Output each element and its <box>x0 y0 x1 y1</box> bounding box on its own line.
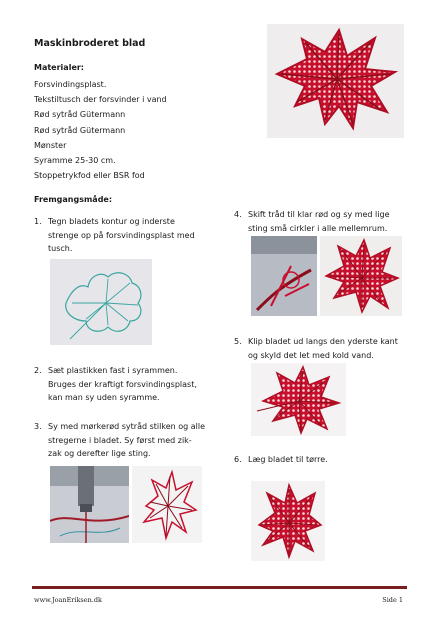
step-number: 3. <box>34 422 42 431</box>
step-line: strenge op på forsvindingsplast med <box>48 230 195 240</box>
step-line: stregerne i bladet. Sy først med zik- <box>48 435 192 445</box>
step-3-outline-photo <box>132 466 202 543</box>
step-1-sketch-photo <box>50 259 152 345</box>
material-item: Rød sytråd Gütermann <box>34 110 126 120</box>
material-item: Mønster <box>34 140 67 150</box>
step-6-leaf-photo <box>251 481 325 561</box>
step-5-leaf-photo <box>251 363 346 436</box>
step-line: Tegn bladets kontur og inderste <box>48 217 175 226</box>
step-line: Skift tråd til klar rød og sy med lige <box>248 210 390 219</box>
step-line: tusch. <box>48 244 73 254</box>
footer-website: www.JoanEriksen.dk <box>34 596 102 604</box>
step-line: Klip bladet ud langs den yderste kant <box>248 337 398 346</box>
procedure-heading: Fremgangsmåde: <box>34 195 113 204</box>
materials-list <box>34 77 167 183</box>
step-number: 4. <box>234 210 242 219</box>
step-number: 1. <box>34 217 42 226</box>
footer-rule <box>32 586 407 589</box>
material-item: Syramme 25-30 cm. <box>34 156 116 166</box>
material-item: Rød sytråd Gütermann <box>34 125 126 135</box>
step-line: Sæt plastikken fast i syrammen. <box>48 366 178 375</box>
step-4-lace-photo <box>320 236 402 316</box>
step-4-stitching-photo <box>251 236 317 316</box>
step-line: Læg bladet til tørre. <box>248 455 328 464</box>
material-item: Tekstiltusch der forsvinder i vand <box>34 95 167 105</box>
material-item: Stoppetrykfod eller BSR fod <box>34 171 145 181</box>
step-line: kan man sy uden syramme. <box>48 393 160 403</box>
step-line: Bruges der kraftigt forsvindingsplast, <box>48 379 197 389</box>
step-number: 2. <box>34 366 42 375</box>
step-line: sting små cirkler i alle mellemrum. <box>248 223 388 233</box>
material-item: Forsvindingsplast. <box>34 80 107 89</box>
materials-heading: Materialer: <box>34 63 85 72</box>
footer-page-number: Side 1 <box>382 596 403 604</box>
page-title: Maskinbroderet blad <box>34 38 146 49</box>
finished-leaf-photo <box>267 24 404 138</box>
step-line: Sy med mørkerød sytråd stilken og alle <box>48 422 206 431</box>
step-line: og skyld det let med kold vand. <box>248 350 374 360</box>
step-number: 5. <box>234 337 242 346</box>
step-number: 6. <box>234 455 242 464</box>
step-line: zak og derefter lige sting. <box>48 449 151 459</box>
step-3-sewing-photo <box>50 466 129 543</box>
